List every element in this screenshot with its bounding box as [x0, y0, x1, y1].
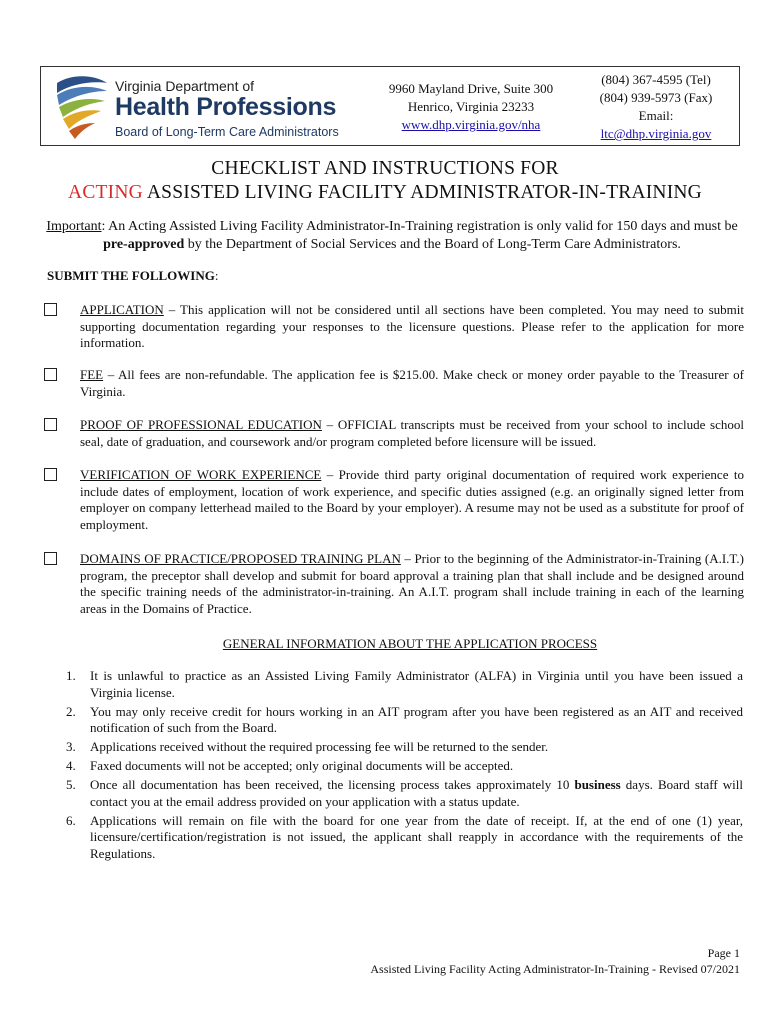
list-item [48, 813, 743, 863]
checklist-item-title: APPLICATION [80, 302, 164, 317]
list-item-number: 1. [66, 668, 76, 683]
title-line-1: CHECKLIST AND INSTRUCTIONS FOR [211, 158, 559, 179]
email-link[interactable]: ltc@dhp.virginia.gov [600, 126, 712, 141]
logo-line-3: Board of Long-Term Care Administrators [115, 125, 339, 139]
page-number: Page 1 [707, 946, 740, 960]
fax-number: (804) 939-5973 (Fax) [599, 90, 713, 105]
checklist-item-title: FEE [80, 367, 104, 382]
checklist-item-text: – This application will not be considered until all sections have been completed. You may need to submit supporting documentation regarding your responses to the licensure questions. Please refer to the application for more information. [80, 302, 744, 350]
list-item-text: It is unlawful to practice as an Assisted Living Family Administrator (ALFA) in Virginia until you have been issued a Virginia license. [90, 668, 743, 700]
list-item [48, 668, 743, 701]
list-item-number: 4. [66, 758, 76, 773]
checklist-item-text: – All fees are non-refundable. The application fee is $215.00. Make check or money order payable to the Treasurer of Virginia. [80, 367, 744, 399]
application-checkbox[interactable] [44, 303, 57, 316]
fee-checkbox[interactable] [44, 368, 57, 381]
checklist-item-training-plan [44, 551, 744, 617]
pre-approved-text: pre-approved [103, 237, 185, 252]
general-info-heading: GENERAL INFORMATION ABOUT THE APPLICATION PROCESS [222, 636, 598, 651]
important-text-1: : An Acting Assisted Living Facility Administrator-In-Training registration is only valid for 150 days and must be [101, 219, 738, 234]
acting-word: ACTING [68, 182, 143, 203]
city-address: Henrico, Virginia 23233 [407, 99, 535, 114]
form-revision: Assisted Living Facility Acting Administrator-In-Training - Revised 07/2021 [370, 962, 740, 976]
checklist-item-text: – Provide third party original documentation of required work experience to include dates of employment, location of work experience, and specific duties assigned (e.g. an originally signed letter from employer on company letterhead mailed to the Board by your employer). A resume may not be used as a substitute for proof of employment. [80, 467, 744, 532]
important-label: Important [46, 219, 102, 234]
virginia-swoosh-icon [51, 73, 111, 143]
list-item-number: 2. [66, 703, 76, 719]
list-item-text: Faxed documents will not be accepted; only original documents will be accepted. [90, 758, 514, 773]
list-item-text: days. Board staff will contact you at the email address provided on your application with a status update. [90, 777, 744, 809]
list-item-text: Applications received without the required processing fee will be returned to the sender. [90, 739, 549, 754]
list-item-text: Once all documentation has been received, the licensing process takes approximately 10 [90, 777, 575, 792]
letterhead [40, 66, 740, 146]
board-address [371, 80, 571, 134]
work-experience-checkbox[interactable] [44, 468, 57, 481]
board-contact [581, 71, 731, 143]
list-item-number: 3. [66, 739, 76, 754]
checklist-item-title: VERIFICATION OF WORK EXPERIENCE [80, 467, 322, 482]
checklist-item-text: – OFFICIAL transcripts must be received from your school to include school seal, date of graduation, and coursework and/or program completed before licensure will be issued. [80, 417, 744, 449]
title-line-2 [0, 182, 770, 204]
logo-line-2: Health Professions [115, 93, 337, 121]
title-line-2-rest: ASSISTED LIVING FACILITY ADMINISTRATOR-IN-TRAINING [142, 182, 702, 203]
list-item [48, 777, 743, 810]
list-item [48, 758, 743, 775]
list-item-text: You may only receive credit for hours working in an AIT program after you have been registered as an AIT and received notification of such from the Board. [90, 703, 743, 735]
list-item [48, 739, 743, 756]
submit-heading-colon: : [214, 268, 219, 283]
website-link[interactable]: www.dhp.virginia.gov/nha [401, 117, 541, 132]
general-info-list [48, 668, 743, 865]
submit-heading [47, 268, 218, 284]
checklist-item-title: DOMAINS OF PRACTICE/PROPOSED TRAINING PLAN [80, 551, 401, 566]
checklist-item-text: – Prior to the beginning of the Administrator-in-Training (A.I.T.) program, the preceptor shall develop and submit for board approval a training plan that shall include and be designed around the specific training needs of the administrator-in-training. An A.I.T. program shall include training in each of the learning areas in the Domains of Practice. [80, 551, 744, 616]
submit-heading-text: SUBMIT THE FOLLOWING [47, 268, 215, 283]
checklist-item-title: PROOF OF PROFESSIONAL EDUCATION [80, 417, 322, 432]
checklist-item-application [44, 302, 744, 352]
education-checkbox[interactable] [44, 418, 57, 431]
important-text-2: by the Department of Social Services and the Board of Long-Term Care Administrators. [184, 237, 681, 252]
list-item-text: Applications will remain on file with the board for one year from the date of receipt. If, at the end of one (1) year, licensure/certification/registration is not issued, the applicant shall reapply in accordance with the requirements of the Regulations. [90, 812, 743, 861]
dhp-logo [51, 71, 341, 143]
list-item [48, 704, 743, 737]
phone-number: (804) 367-4595 (Tel) [601, 72, 711, 87]
training-plan-checkbox[interactable] [44, 552, 57, 565]
checklist-item-education [44, 417, 744, 450]
logo-line-1: Virginia Department of [115, 78, 255, 94]
street-address: 9960 Mayland Drive, Suite 300 [388, 81, 554, 96]
business-days-bold: business [574, 777, 621, 792]
checklist-item-fee [44, 367, 744, 400]
list-item-number: 6. [66, 812, 76, 828]
list-item-number: 5. [66, 777, 76, 792]
important-notice [40, 218, 744, 254]
checklist-item-work-experience [44, 467, 744, 533]
email-label: Email: [638, 108, 674, 123]
